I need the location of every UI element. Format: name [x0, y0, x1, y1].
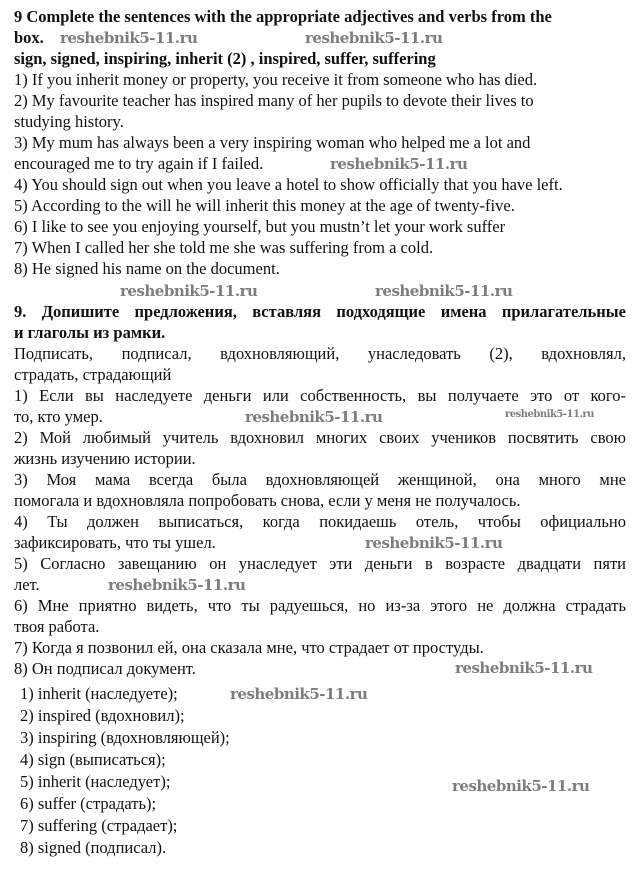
sentence-en: 4) You should sign out when you leave a hotel to show officially that you have left.: [14, 175, 563, 194]
watermark: reshebnik5-11.ru: [375, 282, 513, 300]
watermark: reshebnik5-11.ru: [330, 155, 468, 173]
sentence-ru: 5) Согласно завещанию он унаследует эти деньги в возрасте двадцати пяти: [14, 554, 626, 573]
answer-item: 3) inspiring (вдохновляющей);: [20, 728, 230, 747]
sentence-en: 1) If you inherit money or property, you receive it from someone who has died.: [14, 70, 538, 89]
sentence-ru: твоя работа.: [14, 617, 100, 636]
watermark: reshebnik5-11.ru: [108, 576, 246, 594]
watermark: reshebnik5-11.ru: [455, 659, 593, 677]
exercise-title-ru-cont: и глаголы из рамки.: [14, 323, 166, 342]
sentence-ru: то, кто умер.: [14, 407, 103, 426]
watermark: reshebnik5-11.ru: [60, 29, 198, 47]
exercise-title-en: 9 Complete the sentences with the appropriate adjectives and verbs from the: [14, 7, 552, 26]
exercise-title-en-cont: box.: [14, 28, 44, 47]
sentence-en: studying history.: [14, 112, 124, 131]
sentence-en: 3) My mum has always been a very inspiring woman who helped me a lot and: [14, 133, 531, 152]
watermark: reshebnik5-11.ru: [305, 29, 443, 47]
sentence-en: 6) I like to see you enjoying yourself, but you mustn’t let your work suffer: [14, 217, 506, 236]
sentence-ru: зафиксировать, что ты ушел.: [14, 533, 216, 552]
word-box-en: sign, signed, inspiring, inherit (2) , inspired, suffer, suffering: [14, 49, 436, 68]
answer-item: 1) inherit (наследуете);: [20, 684, 178, 703]
sentence-ru: помогала и вдохновляла попробовать снова, если у меня не получалось.: [14, 491, 521, 510]
sentence-ru: жизнь изучению истории.: [14, 449, 196, 468]
watermark: reshebnik5-11.ru: [230, 685, 368, 703]
sentence-ru: 6) Мне приятно видеть, что ты радуешься, но из-за этого не должна страдать: [14, 596, 626, 615]
sentence-en: 8) He signed his name on the document.: [14, 259, 280, 278]
watermark: reshebnik5-11.ru: [452, 777, 590, 795]
watermark: reshebnik5-11.ru: [365, 534, 503, 552]
sentence-en: 7) When I called her she told me she was suffering from a cold.: [14, 238, 434, 257]
answer-item: 2) inspired (вдохновил);: [20, 706, 185, 725]
sentence-ru: 3) Моя мама всегда была вдохновляющей женщиной, она много мне: [14, 470, 626, 489]
watermark: reshebnik5-11.ru: [245, 408, 383, 426]
answer-item: 6) suffer (страдать);: [20, 794, 157, 813]
sentence-ru: 4) Ты должен выписаться, когда покидаешь отель, чтобы официально: [14, 512, 626, 531]
answer-item: 5) inherit (наследует);: [20, 772, 171, 791]
sentence-ru: 7) Когда я позвонил ей, она сказала мне, что страдает от простуды.: [14, 638, 484, 657]
word-box-ru-cont: страдать, страдающий: [14, 365, 172, 384]
sentence-ru: лет.: [14, 575, 40, 594]
sentence-ru: 8) Он подписал документ.: [14, 659, 196, 678]
word-box-ru: Подписать, подписал, вдохновляющий, унаследовать (2), вдохновлял,: [14, 344, 626, 363]
answer-item: 7) suffering (страдает);: [20, 816, 178, 835]
sentence-en: 5) According to the will he will inherit this money at the age of twenty-five.: [14, 196, 515, 215]
sentence-ru: 2) Мой любимый учитель вдохновил многих своих учеников посвятить свою: [14, 428, 626, 447]
watermark: reshebnik5-11.ru: [505, 409, 594, 420]
sentence-en: 2) My favourite teacher has inspired many of her pupils to devote their lives to: [14, 91, 534, 110]
sentence-ru: 1) Если вы наследуете деньги или собственность, вы получаете это от кого-: [14, 386, 626, 405]
exercise-title-ru: 9. Допишите предложения, вставляя подходящие имена прилагательные: [14, 302, 626, 321]
watermark: reshebnik5-11.ru: [120, 282, 258, 300]
answer-item: 8) signed (подписал).: [20, 838, 167, 857]
sentence-en: encouraged me to try again if I failed.: [14, 154, 264, 173]
answer-item: 4) sign (выписаться);: [20, 750, 166, 769]
